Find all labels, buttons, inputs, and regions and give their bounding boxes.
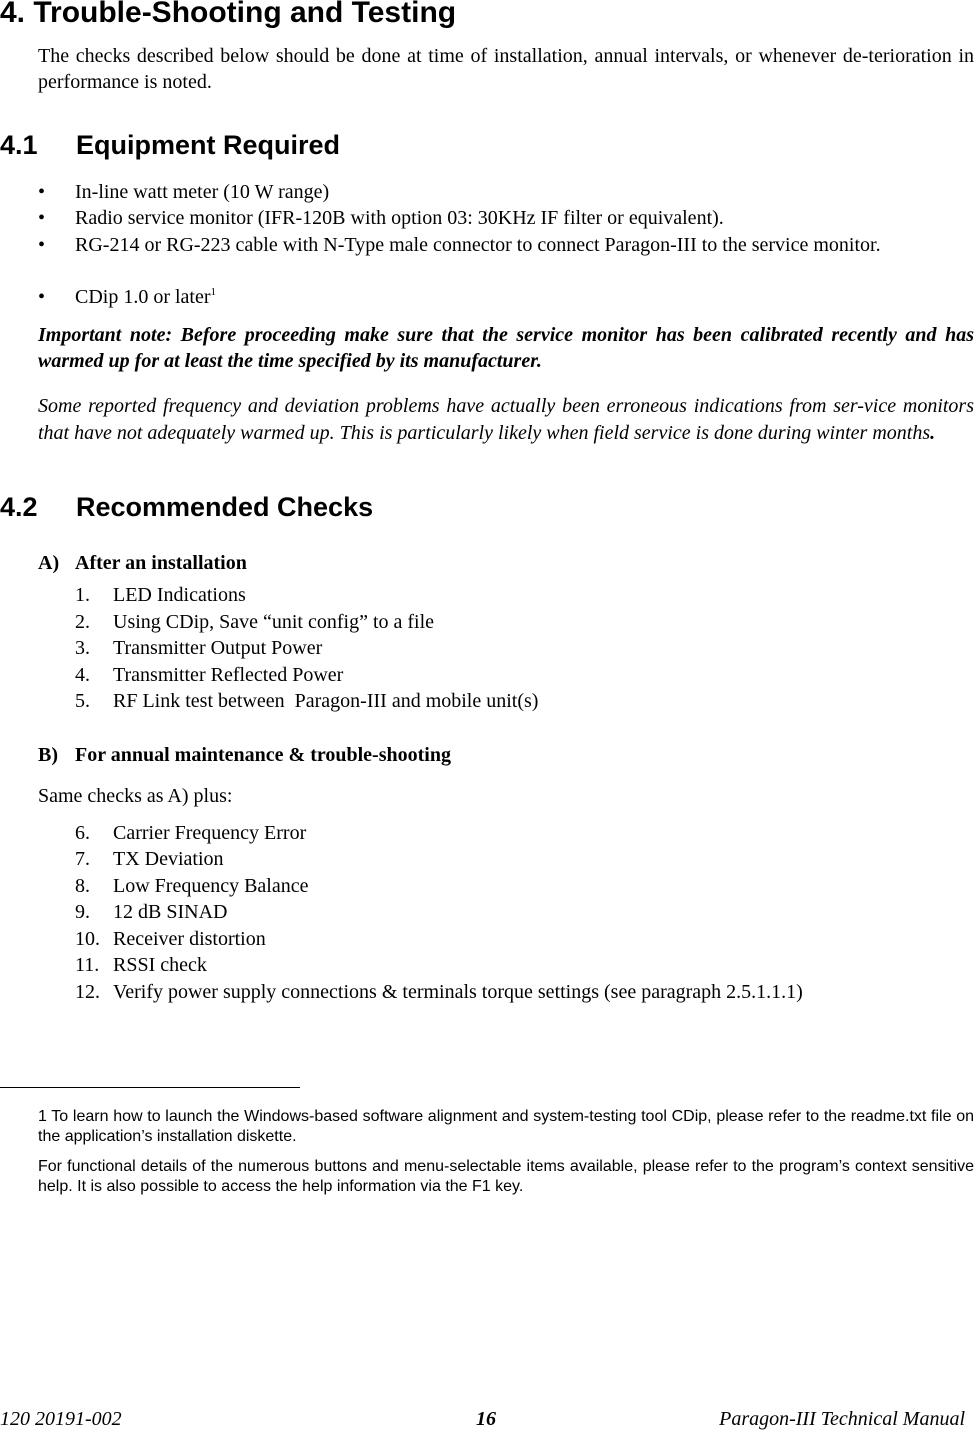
group-label: A) — [38, 552, 60, 574]
section-number: 4.2 — [0, 492, 38, 522]
item-number: 4. — [75, 664, 90, 686]
warning-note-text: Some reported frequency and deviation problems have actually been erroneous indications from ser-vice monitors that have not adequately warmed up. This is particularly likely when field service is done during winter months — [38, 395, 974, 444]
warning-note-period: . — [930, 422, 936, 444]
item-text: Verify power supply connections & terminals torque settings (see paragraph 2.5.1.1.1) — [113, 981, 803, 1003]
bullet-text-with-footnote — [75, 284, 938, 310]
footer-doc-number: 120 20191-002 — [0, 1408, 122, 1430]
warning-note — [38, 393, 974, 447]
item-number: 2. — [75, 611, 90, 633]
bullet-item — [38, 284, 938, 310]
list-item — [75, 901, 227, 924]
group-label: B) — [38, 744, 58, 766]
group-b-heading — [38, 744, 451, 767]
item-text: Low Frequency Balance — [113, 875, 309, 897]
item-text: Transmitter Output Power — [113, 637, 323, 659]
item-text: TX Deviation — [113, 848, 224, 870]
bullet-text: In-line watt meter (10 W range) — [75, 181, 330, 203]
item-number: 1. — [75, 584, 90, 606]
list-item — [75, 875, 308, 898]
bullet-text: CDip 1.0 or later — [75, 286, 211, 308]
bullet-item — [38, 205, 938, 231]
item-number: 6. — [75, 822, 90, 844]
important-note: Important note: Before proceeding make sure that the service monitor has been calibrated recently and has warmed up for at least the time specified by its manufacturer. — [38, 324, 974, 372]
item-text: Transmitter Reflected Power — [113, 664, 344, 686]
item-number: 10. — [75, 928, 100, 950]
page-title: 4. Trouble-Shooting and Testing — [0, 0, 457, 29]
bullet-icon: • — [38, 234, 46, 256]
item-text: 12 dB SINAD — [113, 901, 228, 923]
item-number: 3. — [75, 637, 90, 659]
group-title: For annual maintenance & trouble-shooting — [75, 744, 451, 766]
list-item — [75, 690, 538, 713]
item-number: 12. — [75, 981, 100, 1003]
group-a-heading — [38, 552, 247, 575]
section-number: 4.1 — [0, 130, 38, 160]
item-number: 8. — [75, 875, 90, 897]
footnote-reference: 1 — [210, 286, 217, 298]
footer-manual-title: Paragon-III Technical Manual — [719, 1408, 965, 1430]
bullet-item — [38, 232, 938, 258]
bullet-icon: • — [38, 286, 46, 308]
list-item — [75, 822, 306, 845]
group-b-intro: Same checks as A) plus: — [38, 785, 233, 807]
item-number: 5. — [75, 690, 90, 712]
section-title: Equipment Required — [76, 130, 341, 160]
group-title: After an installation — [75, 552, 247, 574]
footnote-1: 1 To learn how to launch the Windows-based software alignment and system-testing tool CDip, please refer to the readme.txt file on the application’s installation diskette. — [38, 1108, 974, 1145]
list-item — [75, 637, 322, 660]
item-text: Carrier Frequency Error — [113, 822, 307, 844]
bullet-icon: • — [38, 207, 46, 229]
item-text: Using CDip, Save “unit config” to a file — [113, 611, 435, 633]
footer-page-number: 16 — [476, 1408, 496, 1430]
item-text: Receiver distortion — [113, 928, 266, 950]
item-text: LED Indications — [113, 584, 246, 606]
footnote-separator — [0, 1087, 300, 1088]
item-text: RSSI check — [113, 954, 207, 976]
bullet-item — [38, 179, 938, 205]
footnote-2: For functional details of the numerous buttons and menu-selectable items available, please refer to the program’s context sensitive help. It is also possible to access the help information via the F1 key. — [38, 1158, 974, 1195]
list-item — [75, 954, 207, 977]
list-item — [75, 928, 266, 951]
item-number: 9. — [75, 901, 90, 923]
section-title: Recommended Checks — [76, 492, 374, 522]
section-heading-equipment — [0, 130, 340, 161]
bullet-text: RG-214 or RG-223 cable with N-Type male connector to connect Paragon-III to the service monitor. — [75, 234, 881, 256]
bullet-icon: • — [38, 181, 46, 203]
item-number: 11. — [75, 954, 100, 976]
bullet-text: Radio service monitor (IFR-120B with option 03: 30KHz IF filter or equivalent). — [75, 207, 724, 229]
item-text: RF Link test between Paragon-III and mobile unit(s) — [113, 690, 539, 712]
list-item — [75, 664, 343, 687]
list-item — [75, 584, 246, 607]
section-heading-checks — [0, 492, 373, 523]
item-number: 7. — [75, 848, 90, 870]
list-item — [75, 981, 803, 1004]
intro-paragraph: The checks described below should be done at time of installation, annual intervals, or whenever de-terioration in performance is noted. — [38, 45, 974, 93]
list-item — [75, 848, 224, 871]
list-item — [75, 611, 434, 634]
